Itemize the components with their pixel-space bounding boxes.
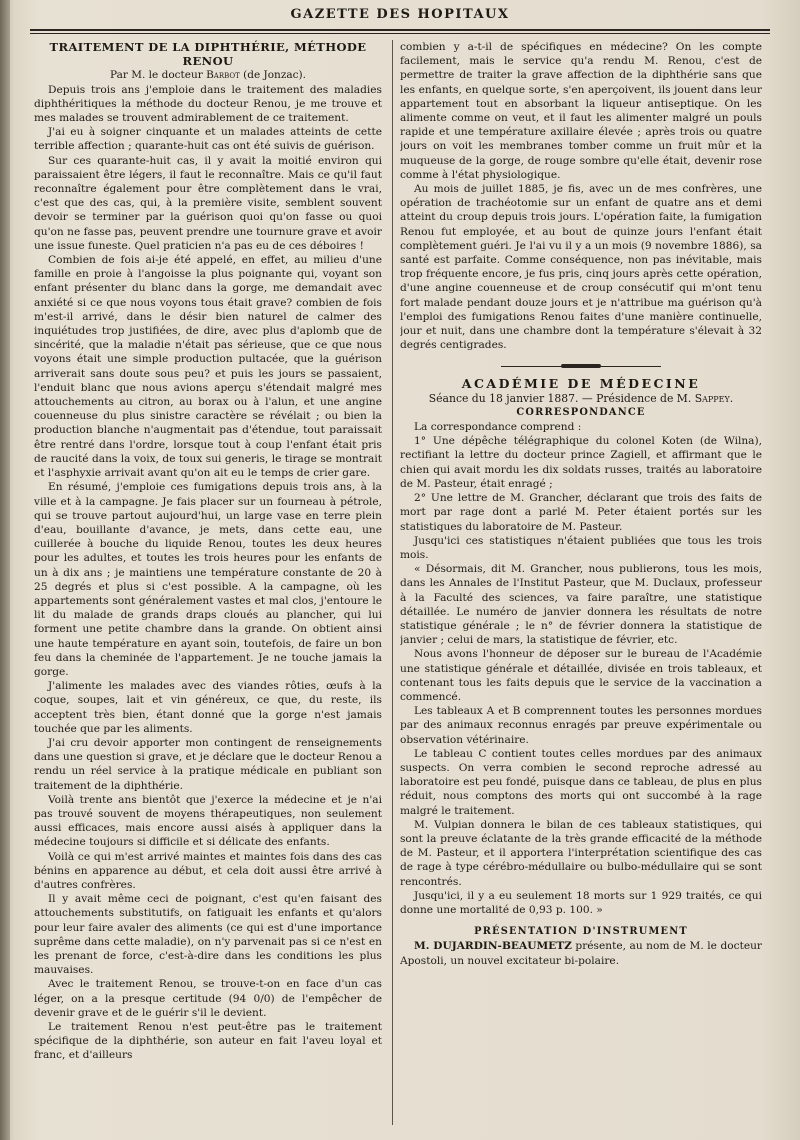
- author-prefix: Par M. le docteur: [110, 69, 203, 82]
- paragraph: Le tableau C contient toutes celles mordues par des animaux suspects. On verra combien le second reproche adressé au laboratoire est peu fondé, puisque dans ce tableau, de plus en plus réduit, nous comptons des morts qui ont succombé à la rage malgré le traitement.: [400, 747, 762, 817]
- paragraph: Sur ces quarante-huit cas, il y avait la moitié environ qui paraissaient être légers, il faut le reconnaître. Mais ce qu'il faut reconnaître également pour être complètement dans le vrai, c'est que des cas, qui, à la première visite, semblent souvent devoir se terminer par la guérison quoi qu'on fasse ou quoi qu'on ne fasse pas, peuvent prendre une tournure grave et avoir une issue funeste. Quel praticien n'a pas eu de ces déboires !: [34, 154, 382, 252]
- paragraph: Voilà trente ans bientôt que j'exerce la médecine et je n'ai pas trouvé souvent de moyens thérapeutiques, non seulement aussi efficaces, mais encore aussi aisés à appliquer dans la médecine toujours si difficile et si délicate des enfants.: [34, 793, 382, 849]
- left-column: [34, 40, 382, 1130]
- page-header: [30, 2, 770, 28]
- column-divider: [392, 40, 393, 1125]
- presentation-paragraph: [400, 939, 762, 967]
- paragraph: En résumé, j'emploie ces fumigations depuis trois ans, à la ville et à la campagne. Je fais placer sur un fourneau à pétrole, qui se trouve partout aujourd'hui, un large vase en terre plein d'eau, bouillante d'avance, je mets, dans cette eau, une cuillerée à bouche du liquide Renou, toutes les deux heures pour les adultes, et toutes les trois heures pour les enfants de un à dix ans ; je maintiens une température constante de 20 à 25 degrés et plus si c'est possible. A la campagne, où les appartements sont généralement vastes et mal clos, j'entoure le lit du malade de grands draps cloués au plancher, qui lui forment une petite chambre dans la grande. On obtient ainsi une haute température en ayant soin, toutefois, de faire un bon feu dans la cheminée de l'appartement. Je ne touche jamais la gorge.: [34, 481, 382, 678]
- header-rule: [30, 29, 770, 31]
- paragraph: « Désormais, dit M. Grancher, nous publierons, tous les mois, dans les Annales de l'Institut Pasteur, que M. Duclaux, professeur à la Faculté des sciences, va faire paraître, une statistique détaillée. Le numéro de janvier donnera les résultats de notre statistique générale ; le n° de février donnera la statistique de janvier ; celui de mars, la statistique de février, etc.: [400, 563, 762, 647]
- paragraph: J'alimente les malades avec des viandes rôties, œufs à la coque, soupes, lait et vin généreux, ce que, du reste, ils acceptent très bien, étant donné que la gorge n'est jamais touchée que par les aliments.: [34, 680, 382, 735]
- paragraph: Nous avons l'honneur de déposer sur le bureau de l'Académie une statistique générale et détaillée, divisée en trois tableaux, et contenant tous les faits depuis que le service de la vaccination a commencé.: [400, 648, 762, 703]
- author-suffix: (de Jonzac).: [243, 69, 306, 82]
- journal-title: GAZETTE DES HOPITAUX: [290, 7, 510, 22]
- binding-spine: [0, 0, 10, 1140]
- presenter-name: M. DUJARDIN-BEAUMETZ: [414, 940, 572, 953]
- author-name: Barbot: [206, 69, 240, 82]
- paragraph: Il y avait même ceci de poignant, c'est qu'en faisant des attouchements substitutifs, on fatiguait les enfants et qu'alors pour leur faire avaler des aliments (ce qui est d'une importance suprême dans cette maladie), on n'y parvenait pas si ce n'est en les prenant de force, c'est-à-dire dans les conditions les plus mauvaises.: [34, 893, 382, 977]
- paragraph: Jusqu'ici ces statistiques n'étaient publiées que tous les trois mois.: [400, 534, 762, 561]
- paragraph: Depuis trois ans j'emploie dans le traitement des maladies diphthéritiques la méthode du docteur Renou, je me trouve et mes malades se trouvent admirablement de ce traitement.: [34, 83, 382, 125]
- presentation-text: présente, au nom de M. le docteur Apostoli, un nouvel excitateur bi-polaire.: [400, 940, 762, 967]
- paragraph: Le traitement Renou n'est peut-être pas le traitement spécifique de la diphthérie, son auteur en fait l'aveu loyal et franc, et d'ailleurs: [34, 1021, 382, 1062]
- seance-prefix: Séance du 18 janvier 1887. — Présidence de M.: [428, 391, 692, 405]
- paragraph: La correspondance comprend :: [414, 421, 582, 434]
- paragraph: Les tableaux A et B comprennent toutes les personnes mordues par des animaux reconnus enragés par preuve expérimentale ou observation vétérinaire.: [400, 705, 762, 746]
- paragraph: combien y a-t-il de spécifiques en médecine? On les compte facilement, mais le service qu'a rendu M. Renou, c'est de permettre de traiter la grave affection de la diphthérie sans que les enfants, en quelque sorte, s'en aperçoivent, ils jouent dans leur appartement tout en absorbant la liqueur antiseptique. On les alimente comme on veut, et il faut les alimenter malgré un pouls rapide et une température axillaire élevée ; après trois ou quatre jours on voit les membranes tomber comme un fruit mûr et la muqueuse de la gorge, de rouge sombre qu'elle était, devenir rose comme à l'état physiologique.: [400, 41, 762, 181]
- paragraph: Avec le traitement Renou, se trouve-t-on en face d'un cas léger, on a la presque certitude (94 0/0) de l'empêcher de devenir grave et de le guérir s'il le devient.: [34, 978, 382, 1019]
- section-separator: [501, 366, 661, 367]
- paragraph: 2° Une lettre de M. Grancher, déclarant que trois des faits de mort par rage dont a parlé M. Peter étaient portés sur les statistiques du laboratoire de M. Pasteur.: [400, 492, 762, 533]
- header-rule-thin: [30, 33, 770, 34]
- paragraph: 1° Une dépêche télégraphique du colonel Koten (de Wilna), rectifiant la lettre du docteur prince Zagiell, et affirmant que le chien qui avait mordu les dix soldats russes, traités au laboratoire de M. Pasteur, était enragé ;: [400, 435, 762, 490]
- paragraph: J'ai cru devoir apporter mon contingent de renseignements dans une question si grave, et je déclare que le docteur Renou a rendu un réel service à la pratique médicale en publiant son traitement de la diphthérie.: [34, 736, 382, 792]
- paragraph: Jusqu'ici, il y a eu seulement 18 morts sur 1 929 traités, ce qui donne une mortalité de 0,93 p. 100. »: [400, 889, 762, 916]
- article-title: TRAITEMENT DE LA DIPHTHÉRIE, MÉTHODE RENOU: [49, 40, 367, 69]
- president-name: Sappey.: [694, 391, 734, 405]
- paragraph: Voilà ce qui m'est arrivé maintes et maintes fois dans des cas bénins en apparence au début, et cela doit aussi être arrivé à d'autres confrères.: [34, 850, 382, 891]
- seance-line: [400, 392, 762, 406]
- correspondance-title: CORRESPONDANCE: [516, 406, 646, 418]
- article-author: [34, 68, 382, 82]
- presentation-title: PRÉSENTATION D'INSTRUMENT: [474, 926, 688, 938]
- section-title: ACADÉMIE DE MÉDECINE: [461, 376, 701, 392]
- paragraph: M. Vulpian donnera le bilan de ces tableaux statistiques, qui sont la preuve éclatante de la très grande efficacité de la méthode de M. Pasteur, et il apportera l'interprétation scientifique des cas de rage à type cérébro-médullaire ou bulbo-médullaire qui se sont rencontrés.: [400, 818, 762, 888]
- right-column: [400, 40, 762, 1130]
- paragraph: J'ai eu à soigner cinquante et un malades atteints de cette terrible affection ; quarante-huit cas ont été suivis de guérison.: [34, 126, 382, 153]
- paragraph: Au mois de juillet 1885, je fis, avec un de mes confrères, une opération de trachéotomie sur un enfant de quatre ans et demi atteint du croup depuis trois jours. L'opération faite, la fumigation Renou fut employée, et au bout de quinze jours l'enfant était complètement guéri. Je l'ai vu il y a un mois (9 novembre 1886), sa santé est parfaite. Comme conséquence, non pas inévitable, mais trop fréquente encore, je fus pris, cinq jours après cette opération, d'une angine couenneuse et de croup consécutif qui m'ont tenu fort malade pendant douze jours et je n'attribue ma guérison qu'à l'emploi des fumigations Renou faites d'une manière continuelle, jour et nuit, dans une chambre dont la température s'élevait à 32 degrés centigrades.: [400, 183, 762, 352]
- paragraph: Combien de fois ai-je été appelé, en effet, au milieu d'une famille en proie à l'angoisse la plus poignante qui, voyant son enfant présenter du blanc dans la gorge, me demandait avec anxiété si ce que nous voyons tous était grave? combien de fois m'est-il arrivé, dans le désir bien naturel de calmer des inquiétudes trop justifiées, de dire, avec plus d'aplomb que de sincérité, que la maladie n'était pas sérieuse, que ce que nous voyons était une simple production pultacée, que la guérison arriverait sans doute sous peu? et puis les jours se passaient, l'enduit blanc que nous avions aperçu s'étendait malgré mes attouchements au citron, au borax ou à l'alun, et une angine couenneuse du plus sinistre caractère se révélait ; ou bien la production blanche n'augmentait pas d'étendue, tout paraissait être rentré dans l'ordre, lorsque tout à coup l'enfant était pris de raucité dans la voix, de toux sui generis, le tirage se montrait et l'asphyxie arrivait avant qu'on ait eu le temps de crier gare.: [34, 254, 382, 480]
